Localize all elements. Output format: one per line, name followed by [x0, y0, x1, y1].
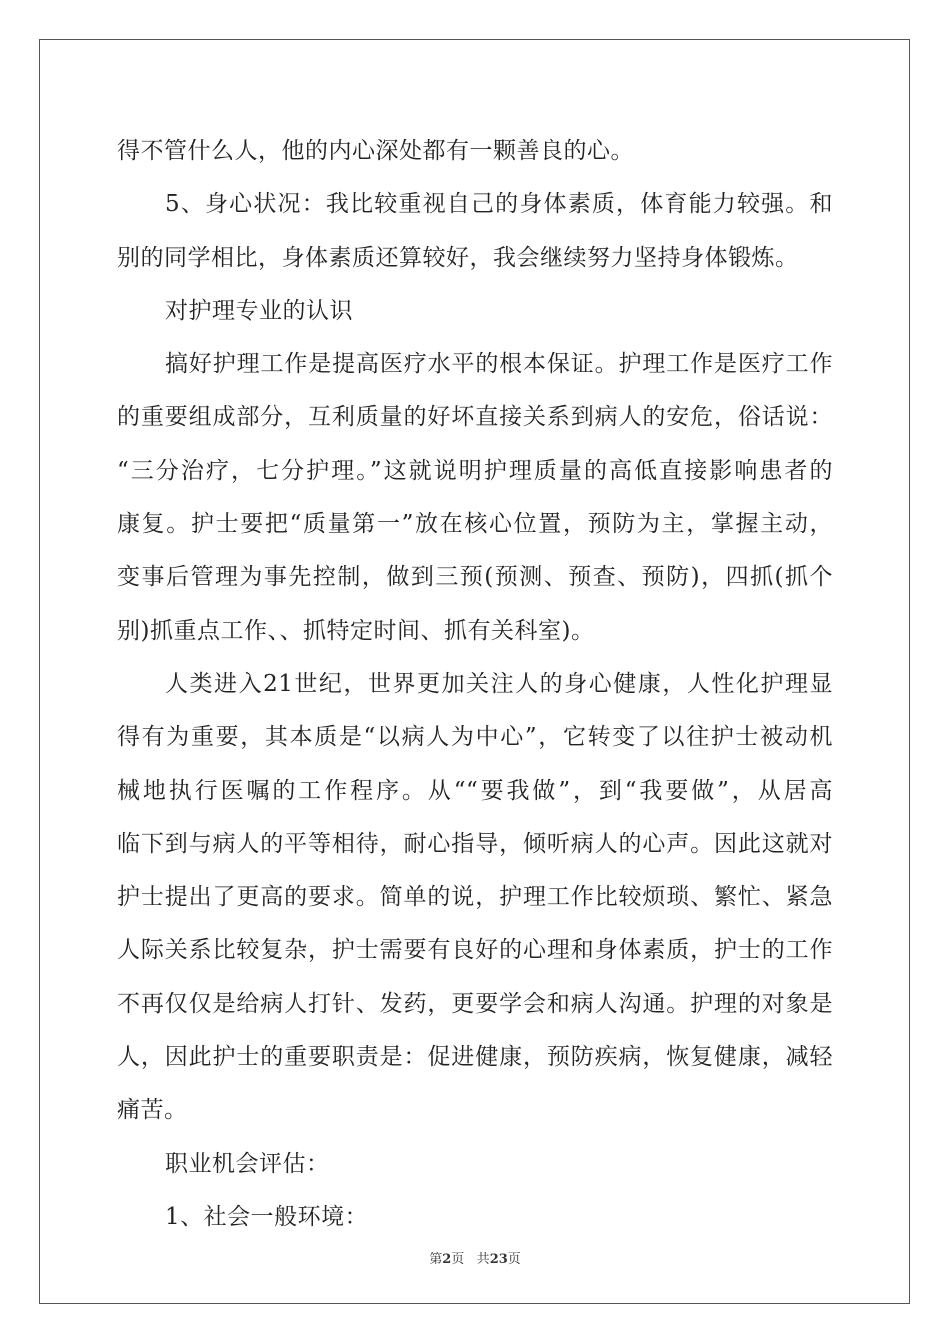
text-line: 职业机会评估： [165, 1150, 330, 1177]
text-line: 别的同学相比，身体素质还算较好，我会继续努力坚持身体锻炼。 [117, 244, 799, 271]
text-line: 得不管什么人，他的内心深处都有一颗善良的心。 [117, 138, 634, 164]
text-line: 别)抓重点工作、、抓特定时间、抓有关科室)。 [117, 617, 595, 644]
text-line: 1、社会一般环境： [165, 1203, 369, 1230]
footer-prefix: 第 [429, 1252, 443, 1267]
text-line: 得有为重要，其本质是“以病人为中心”，它转变了以往护士被动机 [117, 724, 833, 751]
current-page-number: 2 [442, 1252, 452, 1267]
footer-total-suffix: 页 [507, 1252, 521, 1267]
page-footer [0, 1248, 950, 1267]
text-line: 变事后管理为事先控制，做到三预(预测、预查、预防)，四抓(抓个 [117, 564, 833, 591]
footer-total-prefix: 共 [476, 1252, 490, 1267]
text-line: 的重要组成部分，互利质量的好坏直接关系到病人的安危，俗话说： [117, 404, 833, 431]
text-line: 人际关系比较复杂，护士需要有良好的心理和身体素质，护士的工作 [117, 937, 833, 964]
text-line: 人，因此护士的重要职责是：促进健康，预防疾病，恢复健康，减轻 [117, 1044, 833, 1071]
text-line: 对护理专业的认识 [165, 297, 353, 324]
document-body [117, 125, 833, 1244]
text-line: 痛苦。 [117, 1097, 188, 1124]
text-line: 康复。护士要把“质量第一”放在核心位置，预防为主，掌握主动， [117, 511, 833, 538]
text-line: 临下到与病人的平等相待，耐心指导，倾听病人的心声。因此这就对 [117, 830, 833, 857]
text-line: 护士提出了更高的要求。简单的说，护理工作比较烦琐、繁忙、紧急 [117, 884, 833, 911]
text-line: 人类进入21世纪，世界更加关注人的身心健康，人性化护理显 [165, 670, 833, 697]
text-line: “三分治疗，七分护理。”这就说明护理质量的高低直接影响患者的 [117, 457, 833, 484]
text-line: 不再仅仅是给病人打针、发药，更要学会和病人沟通。护理的对象是 [117, 990, 833, 1017]
text-line: 搞好护理工作是提高医疗水平的根本保证。护理工作是医疗工作 [165, 351, 833, 378]
text-line: 5、身心状况：我比较重视自己的身体素质，体育能力较强。和 [165, 191, 833, 218]
footer-page-word: 页 [451, 1252, 465, 1267]
text-line: 械地执行医嘱的工作程序。从““要我做”，到“我要做”，从居高 [117, 777, 833, 804]
total-pages-number: 23 [489, 1252, 508, 1267]
